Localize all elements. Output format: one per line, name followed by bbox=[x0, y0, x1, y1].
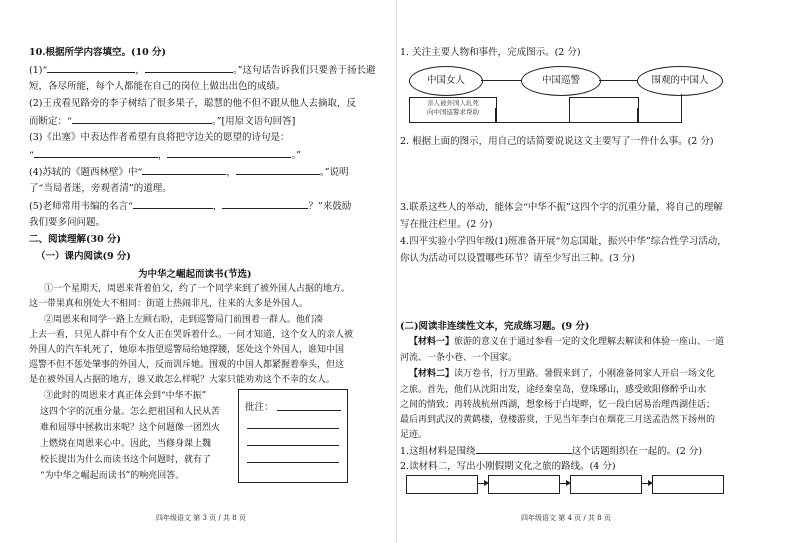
q10-line5-cont: 我们要多问问题。 bbox=[29, 217, 106, 228]
blank-1a[interactable] bbox=[47, 63, 135, 73]
passage-p3-line: 这四个字的沉重分量。怎么把祖国和人民从苦 bbox=[40, 407, 221, 417]
diagram-connector bbox=[481, 80, 521, 81]
passage-p3-line: 难和屈辱中拯救出来呢？这个问题像一团烈火 bbox=[40, 423, 221, 433]
diagram-node-police: 中国巡警 bbox=[521, 66, 601, 96]
q2-prompt: 2. 根据上面的图示，用自己的话简要说说这文主要写了一件什么事。(2 分) bbox=[400, 136, 714, 147]
passage-line: 外国人的汽车轧死了，她原本指望巡警局给她撑腰，惩处这个外国人，谁知中国 bbox=[29, 345, 345, 355]
annotation-line bbox=[247, 462, 339, 463]
q3-prompt: 3.联系这些人的举动，能体会“中华不振”这四个字的沉重分量，将自己的理解 bbox=[400, 202, 723, 213]
q10-line3-blanks: “ ， 。” bbox=[29, 150, 301, 161]
route-box[interactable] bbox=[406, 475, 478, 494]
route-box[interactable] bbox=[570, 475, 642, 494]
annotation-line bbox=[277, 410, 341, 411]
annotation-label: 批注： bbox=[245, 402, 274, 413]
diagram-connector bbox=[495, 108, 496, 123]
q10-line1-cont: 短，各尽所能，每个人都能在自己的岗位上做出出色的成绩。 bbox=[29, 81, 286, 92]
blank-5b[interactable] bbox=[222, 199, 308, 209]
q4-prompt: 4.四平实验小学四年级(1)班准备开展“勿忘国耻，振兴中华”综合性学习活动， bbox=[400, 236, 727, 247]
blank-4a[interactable] bbox=[142, 165, 226, 175]
page-footer: 四年级语文 第 3 页 / 共 8 页 bbox=[156, 514, 246, 522]
passage-line: 这一带果真和別处大不相同：街道上热闹非凡，往来的大多是外国人。 bbox=[29, 299, 309, 309]
q3-prompt-cont: 写在批注栏里。(2 分) bbox=[400, 219, 493, 230]
passage-line: ②周恩来和同学一路上左顾右盼，走到巡警局门前围着一群人。他们凑 bbox=[44, 315, 324, 325]
q1-prompt: 1. 关注主要人物和事件，完成图示。(2 分) bbox=[400, 47, 581, 58]
page-footer: 四年级语文 第 4 页 / 共 8 页 bbox=[521, 514, 611, 522]
annotation-line bbox=[247, 445, 339, 446]
passage-line: 是在被外国人占据的地方，谁又敢怎么样呢？大家只能劝劝这个不幸的女人。 bbox=[29, 375, 336, 385]
annotation-box[interactable] bbox=[238, 389, 348, 483]
r1-prompt: 1.这组材料是围绕 这个话题组织在一起的。(2 分) bbox=[400, 446, 703, 457]
diagram-connector bbox=[599, 80, 637, 81]
diagram-connector bbox=[681, 94, 682, 123]
diagram-connector bbox=[637, 122, 681, 123]
passage-line: 巡警不但不惩处肇事的外国人，反而训斥她。围观的中国人都紧握着拳头，但这 bbox=[29, 360, 345, 370]
blank-3b[interactable] bbox=[167, 148, 291, 158]
material-1: 【材料一】旅游的意义在于通过参看一定的文化理解去解读和体验一座山、一道 bbox=[409, 337, 725, 347]
part-1-heading: （一）课内阅读(9 分) bbox=[36, 251, 131, 262]
right-page bbox=[397, 0, 794, 543]
material-2-line: 足迹。 bbox=[400, 430, 428, 440]
q10-line1: (1)“ ， 。”这句话告诉我们只要善于扬长避 bbox=[29, 65, 376, 76]
blank-5a[interactable] bbox=[133, 199, 213, 209]
q10-line2b: 而断定：“ 。”[用原文语句回答] bbox=[29, 116, 296, 127]
route-arrow bbox=[641, 483, 652, 484]
q10-line4-cont: 了“当局者迷，旁观者清”的道理。 bbox=[29, 183, 172, 194]
route-arrow bbox=[477, 483, 488, 484]
q10-line5: (5)老师常用韦编的名言“ ， ？”来鼓励 bbox=[29, 201, 352, 212]
blank-3a[interactable] bbox=[34, 148, 158, 158]
blank-2[interactable] bbox=[72, 114, 212, 124]
route-arrow bbox=[559, 483, 570, 484]
topic-blank[interactable] bbox=[476, 444, 572, 454]
passage-line: ①一个星期天，周恩来背着伯父，约了一个同学来到了被外国人占据的地方。 bbox=[44, 284, 351, 294]
diagram-answer-box[interactable] bbox=[569, 97, 639, 123]
diagram-node-crowd: 围观的中国人 bbox=[637, 66, 723, 96]
q10-line4: (4)苏轼的《题西林壁》中“ ， 。”说明 bbox=[29, 167, 349, 178]
blank-4b[interactable] bbox=[236, 165, 320, 175]
q4-prompt-cont: 你认为活动可以设置哪些环节？请至少写出三种。(3 分) bbox=[400, 253, 635, 264]
passage-p3-line: 校长提出为什么而读书这个问题时，就有了 bbox=[40, 455, 212, 465]
blank-1b[interactable] bbox=[145, 63, 233, 73]
diagram-connector bbox=[495, 122, 569, 123]
material-2-line: 之间的情致；再转战杭州西湖，想象杨于白堤畔，忆一段白居易治理西湖佳话； bbox=[400, 400, 716, 410]
part-2-heading: (二)阅读非连续性文本，完成练习题。(9 分) bbox=[400, 321, 590, 332]
material-1-cont: 河流、一条小巷、一个国家。 bbox=[400, 353, 518, 363]
passage-p3-line: 上燃烧在周恩来心中。因此，当修身课上魏 bbox=[40, 439, 212, 449]
route-box[interactable] bbox=[488, 475, 560, 494]
passage-line: 上去一看，只见人群中有个女人正在哭诉着什么。一问才知道，这个女人的亲人被 bbox=[29, 330, 354, 340]
q10-line3: (3)《出塞》中表达作者希望有良将把守边关的愿望的诗句是： bbox=[29, 132, 290, 143]
q10-line2a: (2)王戎看见路旁的李子树结了很多果子，聪慧的他不但不跟从他人去摘取，反 bbox=[29, 98, 356, 109]
diagram-connector bbox=[637, 108, 638, 123]
q10-title: 10.根据所学内容填空。(10 分) bbox=[29, 47, 167, 58]
diagram-caption: 亲人被外国人轧死 bbox=[427, 99, 479, 107]
material-2-line: 之旅。首先，他们从沈阳出发，途经秦皇岛，登珠琊山，感受欧阳修醉乎山水 bbox=[400, 385, 707, 395]
passage-p3-line: ③此时的周恩来才真正体会到“中华不振” bbox=[44, 391, 207, 401]
diagram-node-woman: 中国女人 bbox=[409, 66, 483, 96]
section-2-heading: 二、阅读理解(30 分) bbox=[29, 234, 122, 245]
annotation-line bbox=[247, 428, 339, 429]
passage-title: 为中华之崛起而读书(节选) bbox=[138, 269, 252, 280]
passage-p3-line: “为中华之崛起而读书”的响亮回答。 bbox=[40, 471, 185, 481]
r2-prompt: 2.读材料二，写出小刚假期文化之旅的路线。(4 分) bbox=[400, 461, 616, 472]
diagram-caption: 向中国巡警求帮助 bbox=[427, 108, 479, 116]
material-2: 【材料二】读万卷书，行万里路。暑假来到了，小刚准备同家人开启一场文化 bbox=[409, 369, 716, 379]
material-2-line: 最后再到武汉的黄鹤楼，登楼游赏，于见当年李白在烟花三月送孟浩然下扬州的 bbox=[400, 415, 716, 425]
route-box[interactable] bbox=[652, 475, 724, 494]
